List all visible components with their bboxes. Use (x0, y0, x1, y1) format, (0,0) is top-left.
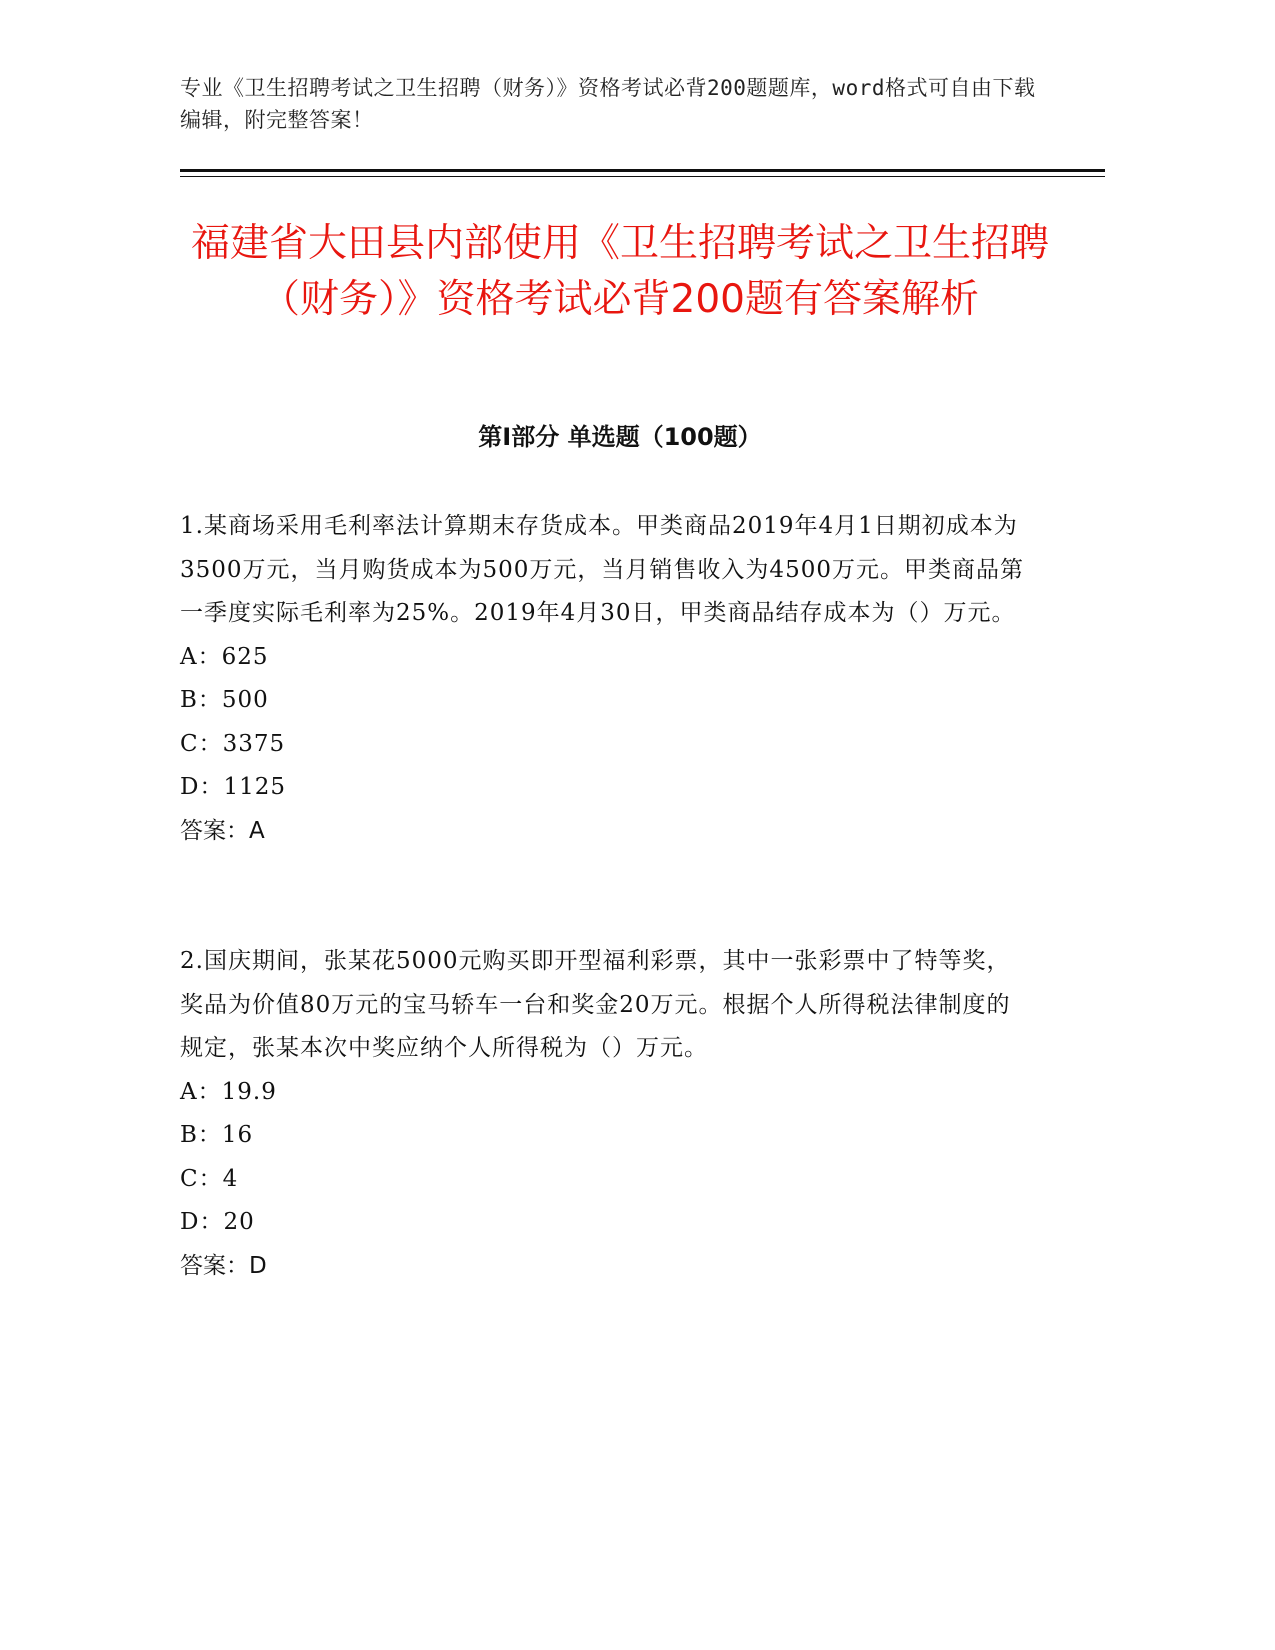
question-stem: 2.国庆期间，张某花5000元购买即开型福利彩票，其中一张彩票中了特等奖，奖品为价值80万元的宝马轿车一台和奖金20万元。根据个人所得税法律制度的规定，张某本次中奖应纳个人所得税为（）万元。 (180, 948, 1011, 1061)
header-note: 专业《卫生招聘考试之卫生招聘（财务）》资格考试必背200题题库，word格式可自由下载编辑，附完整答案！ (180, 76, 1036, 132)
option-c: C：4 (180, 1165, 239, 1192)
option-b: B：500 (180, 687, 269, 713)
question-stem: 1.某商场采用毛利率法计算期末存货成本。甲类商品2019年4月1日期初成本为3500万元，当月购货成本为500万元，当月销售收入为4500万元。甲类商品第一季度实际毛利率为25%。2019年4月30日，甲类商品结存成本为（）万元。 (180, 513, 1024, 626)
header-divider-thick (180, 169, 1105, 172)
option-a: A：19.9 (180, 1078, 277, 1105)
answer: 答案：D (180, 1252, 267, 1279)
question-2 (180, 940, 1030, 1288)
option-b: B：16 (180, 1122, 254, 1148)
section-heading: 第Ⅰ部分 单选题（100题） (478, 423, 762, 451)
option-a: A：625 (180, 643, 269, 670)
option-c: C：3375 (180, 730, 286, 757)
answer: 答案：A (180, 817, 265, 844)
header-divider-thin (180, 176, 1105, 177)
option-d: D：20 (180, 1209, 255, 1235)
option-d: D：1125 (180, 774, 286, 800)
question-1 (180, 505, 1030, 853)
document-title: 福建省大田县内部使用《卫生招聘考试之卫生招聘（财务）》资格考试必背200题有答案解析 (190, 221, 1049, 322)
